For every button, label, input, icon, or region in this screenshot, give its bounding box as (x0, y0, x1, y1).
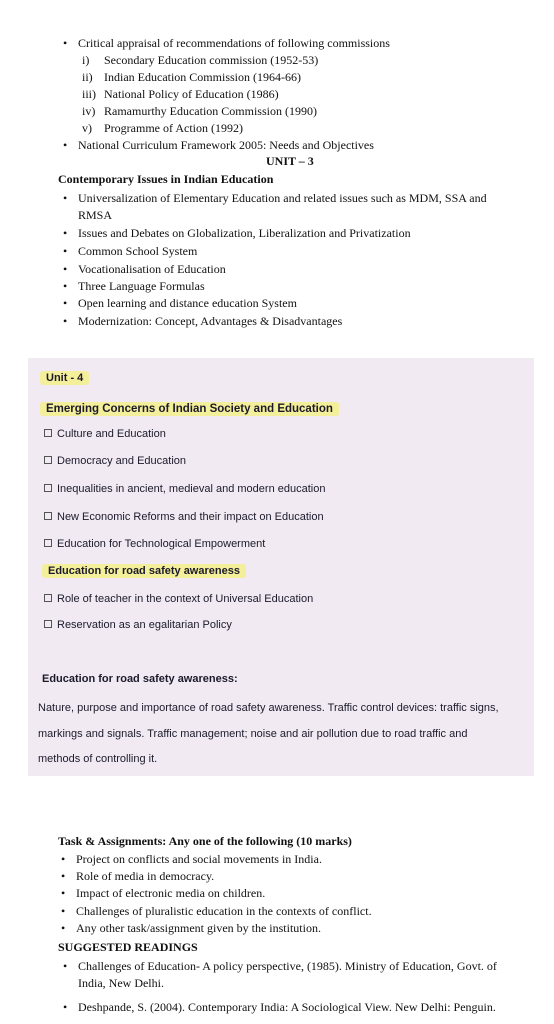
reading-item: • Deshpande, S. (2004). Contemporary India: A Sociological View. New Delhi: Penguin. (78, 1000, 496, 1015)
checkbox-icon (44, 594, 52, 602)
checkbox-icon (44, 539, 52, 547)
list-item: • Issues and Debates on Globalization, Liberalization and Privatization (78, 226, 411, 241)
list-item: • Modernization: Concept, Advantages & Disadvantages (78, 314, 342, 329)
commission-num: ii) (82, 70, 93, 84)
paragraph-line: Nature, purpose and importance of road safety awareness. Traffic control devices: traffic signs, (38, 702, 499, 714)
list-item: • Vocationalisation of Education (78, 262, 226, 277)
commission-text: Programme of Action (1992) (104, 121, 243, 135)
reading-item-cont: India, New Delhi. (78, 976, 164, 990)
readings-heading: SUGGESTED READINGS (58, 940, 198, 954)
list-item: Inequalities in ancient, medieval and modern education (44, 483, 325, 495)
task-heading: Task & Assignments: Any one of the following (10 marks) (58, 834, 352, 848)
checkbox-icon (44, 620, 52, 628)
list-item: • Impact of electronic media on children. (76, 886, 265, 901)
list-item: Education for Technological Empowerment (44, 538, 265, 550)
list-item: Culture and Education (44, 428, 166, 440)
unit-label: Unit - 4 (40, 371, 89, 385)
list-item: • Critical appraisal of recommendations of following commissions (78, 36, 390, 51)
list-item: • Project on conflicts and social movements in India. (76, 852, 322, 867)
list-item: • Common School System (78, 244, 197, 259)
commission-num: i) (82, 53, 90, 67)
commission-num: v) (82, 121, 92, 135)
list-item: Democracy and Education (44, 455, 186, 467)
road-safety-heading-2: Education for road safety awareness: (42, 673, 238, 685)
commission-text: Ramamurthy Education Commission (1990) (104, 104, 317, 118)
road-safety-heading: Education for road safety awareness (42, 564, 246, 578)
checkbox-icon (44, 484, 52, 492)
list-item: • Any other task/assignment given by the institution. (76, 921, 321, 936)
commission-num: iv) (82, 104, 96, 118)
commission-text: National Policy of Education (1986) (104, 87, 279, 101)
section-heading: Emerging Concerns of Indian Society and Education (40, 402, 339, 416)
list-item: • Universalization of Elementary Education and related issues such as MDM, SSA and (78, 191, 487, 206)
list-item: Reservation as an egalitarian Policy (44, 619, 232, 631)
list-item: • Three Language Formulas (78, 279, 205, 294)
checkbox-icon (44, 429, 52, 437)
list-item: • Role of media in democracy. (76, 869, 214, 884)
scanned-unit4-panel (28, 358, 534, 776)
commission-text: Secondary Education commission (1952-53) (104, 53, 319, 67)
list-item: • Challenges of pluralistic education in the contexts of conflict. (76, 904, 372, 919)
list-item: New Economic Reforms and their impact on Education (44, 511, 324, 523)
sub-heading: Contemporary Issues in Indian Education (58, 172, 274, 186)
list-item: • National Curriculum Framework 2005: Needs and Objectives (78, 138, 374, 153)
tasks-readings-section (0, 820, 554, 1024)
reading-item: • Challenges of Education- A policy perspective, (1985). Ministry of Education, Govt. of (78, 959, 497, 974)
checkbox-icon (44, 512, 52, 520)
paragraph-line: markings and signals. Traffic management; noise and air pollution due to road traffic and (38, 728, 468, 740)
list-item: Role of teacher in the context of Universal Education (44, 593, 313, 605)
commission-num: iii) (82, 87, 96, 101)
commission-text: Indian Education Commission (1964-66) (104, 70, 301, 84)
paragraph-line: methods of controlling it. (38, 753, 158, 765)
list-item: • Open learning and distance education System (78, 296, 297, 311)
unit-heading: UNIT – 3 (266, 154, 314, 168)
unit3-section (0, 0, 554, 340)
list-item-cont: RMSA (78, 208, 113, 222)
checkbox-icon (44, 456, 52, 464)
